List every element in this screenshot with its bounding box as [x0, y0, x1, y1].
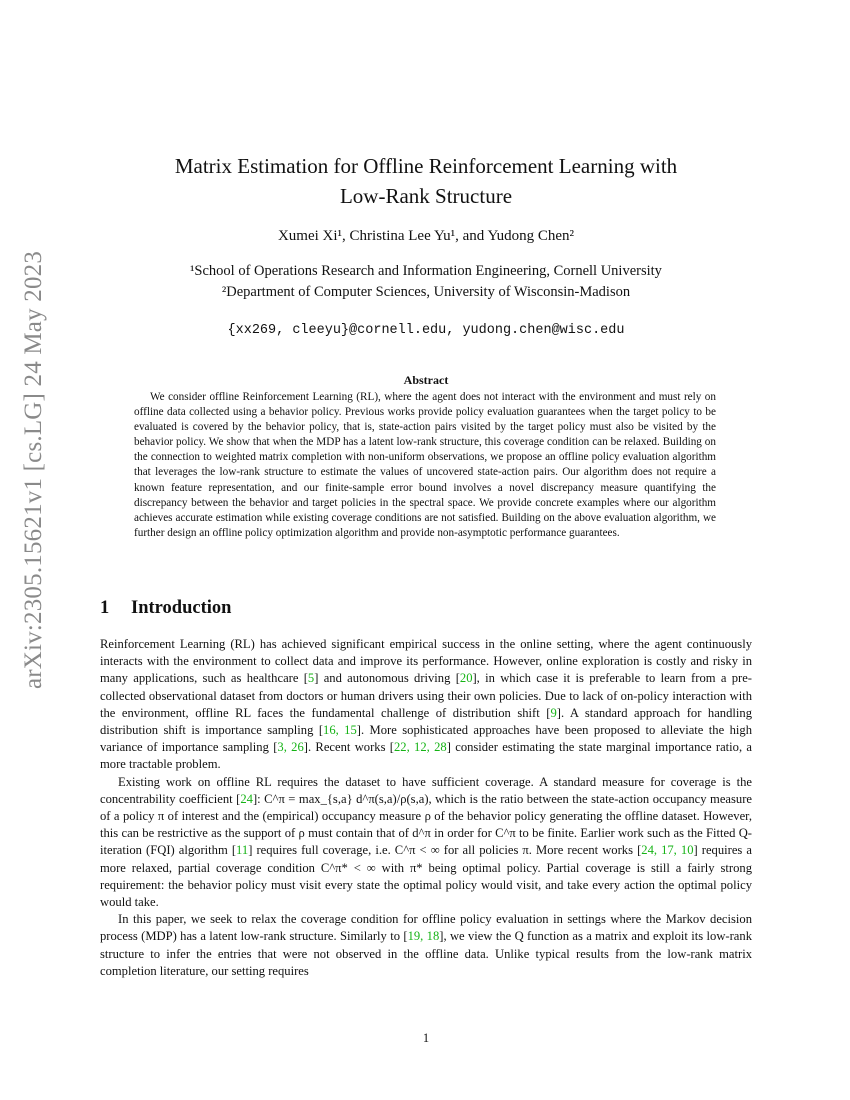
citation-link[interactable]: 20	[459, 671, 473, 686]
introduction-body	[100, 636, 752, 980]
text-run: Existing work on offline RL requires the dataset to have sufficient coverage. A standard measure for coverage is the concentrability coefficient [	[100, 774, 752, 806]
abstract-text: We consider offline Reinforcement Learning (RL), where the agent does not interact with the environment and must rely on offline data collected using a behavior policy. Previous works provide policy evaluation guarantees when the target policy to be evaluated is covered by the behavior policy, that is, state-action pairs visited by the target policy must also be visited by the behavior policy. We show that when the MDP has a latent low-rank structure, this coverage condition can be relaxed. Building on the connection to weighted matrix completion with non-uniform observations, we propose an offline policy evaluation algorithm that leverages the low-rank structure to estimate the values of uncovered state-action pairs. Our algorithm does not require a known feature representation, and our finite-sample error bound involves a novel discrepancy measure quantifying the discrepancy between the behavior and target policies in the spectral space. We provide concrete examples where our algorithm achieves accurate estimation while existing coverage conditions are not satisfied. Building on the above evaluation algorithm, we further design an offline policy optimization algorithm and provide non-asymptotic performance guarantees.	[134, 391, 716, 539]
section-heading	[100, 598, 231, 619]
citation-link[interactable]: 24, 17, 10	[641, 843, 694, 858]
title-line-1: Matrix Estimation for Offline Reinforcement Learning with	[174, 154, 678, 178]
citation-link[interactable]: 19, 18	[407, 929, 440, 944]
text-run: ]: C^π = max_{s,a} d^π(s,a)/ρ(s,a), which is the ratio between the state-action occupancy measure of a policy π of interest and the (empirical) occupancy measure ρ of the behavior policy generating the offline dataset. However, this can be restrictive as the support of ρ must contain that of d^π in order for C^π to be finite. Earlier work such as the Fitted Q-iteration (FQI) algorithm [	[100, 791, 752, 858]
citation-link[interactable]: 22, 12, 28	[394, 740, 447, 755]
text-run: ]. Recent works [	[303, 740, 394, 755]
title-line-2: Low-Rank Structure	[339, 184, 513, 208]
section-number: 1	[100, 598, 110, 618]
text-run: In this paper, we seek to relax the coverage condition for offline policy evaluation in settings where the Markov decision process (MDP) has a latent low-rank structure. Similarly to [	[100, 912, 752, 944]
author-emails: {xx269, cleeyu}@cornell.edu, yudong.chen@wisc.edu	[227, 323, 625, 338]
text-run: ] consider estimating the state marginal importance ratio, a more tractable problem.	[100, 740, 753, 772]
paragraph-3	[100, 911, 752, 980]
citation-link[interactable]: 16, 15	[323, 723, 357, 738]
text-run: ], in which case it is preferable to learn from a pre-collected observational dataset from doctors or human drivers using their own policies. Due to lack of on-policy interaction with the environment, offline RL faces the fundamental challenge of distribution shift [	[100, 671, 752, 720]
citation-link[interactable]: 11	[236, 843, 249, 858]
abstract-heading: Abstract	[403, 373, 449, 387]
text-run: ], we view the Q function as a matrix and exploit its low-rank structure to infer the entries that were not observed in the offline data. Unlike typical results from the low-rank matrix completion literature, our setting requires	[100, 929, 752, 978]
arxiv-identifier: arXiv:2305.15621v1 [cs.LG] 24 May 2023	[20, 250, 47, 690]
paragraph-2	[100, 774, 752, 912]
text-run: Reinforcement Learning (RL) has achieved significant empirical success in the online setting, where the agent continuously interacts with the environment to collect data and improve its performance. However, online exploration is costly and risky in many applications, such as healthcare [	[100, 637, 752, 686]
citation-link[interactable]: 5	[307, 671, 315, 686]
arxiv-sidebar	[14, 240, 54, 700]
paper-title	[100, 151, 752, 211]
affiliations	[100, 261, 752, 303]
text-run: ]. More sophisticated approaches have been proposed to alleviate the high variance of importance sampling [	[100, 723, 752, 755]
author-list: Xumei Xi¹, Christina Lee Yu¹, and Yudong Chen²	[277, 228, 575, 244]
section-title: Introduction	[131, 598, 232, 618]
citation-link[interactable]: 24	[240, 791, 253, 806]
page-number: 1	[422, 1031, 430, 1045]
affiliation-cornell: ¹School of Operations Research and Information Engineering, Cornell University	[190, 263, 662, 279]
paragraph-1	[100, 636, 752, 774]
text-run: ]. A standard approach for handling distribution shift is importance sampling [	[100, 705, 752, 738]
citation-link[interactable]: 3, 26	[277, 740, 304, 755]
text-run: ] requires full coverage, i.e. C^π < ∞ for all policies π. More recent works [	[248, 843, 642, 858]
affiliation-wisconsin: ²Department of Computer Sciences, University of Wisconsin-Madison	[221, 284, 631, 300]
text-run: ] and autonomous driving [	[314, 671, 460, 686]
citation-link[interactable]: 9	[550, 705, 557, 720]
text-run: ] requires a more relaxed, partial coverage condition C^π* < ∞ with π* being optimal policy. Partial coverage is still a fairly strong requirement: the behavior policy must visit every state the optimal policy would visit, and take every action the optimal policy would take.	[100, 843, 752, 910]
